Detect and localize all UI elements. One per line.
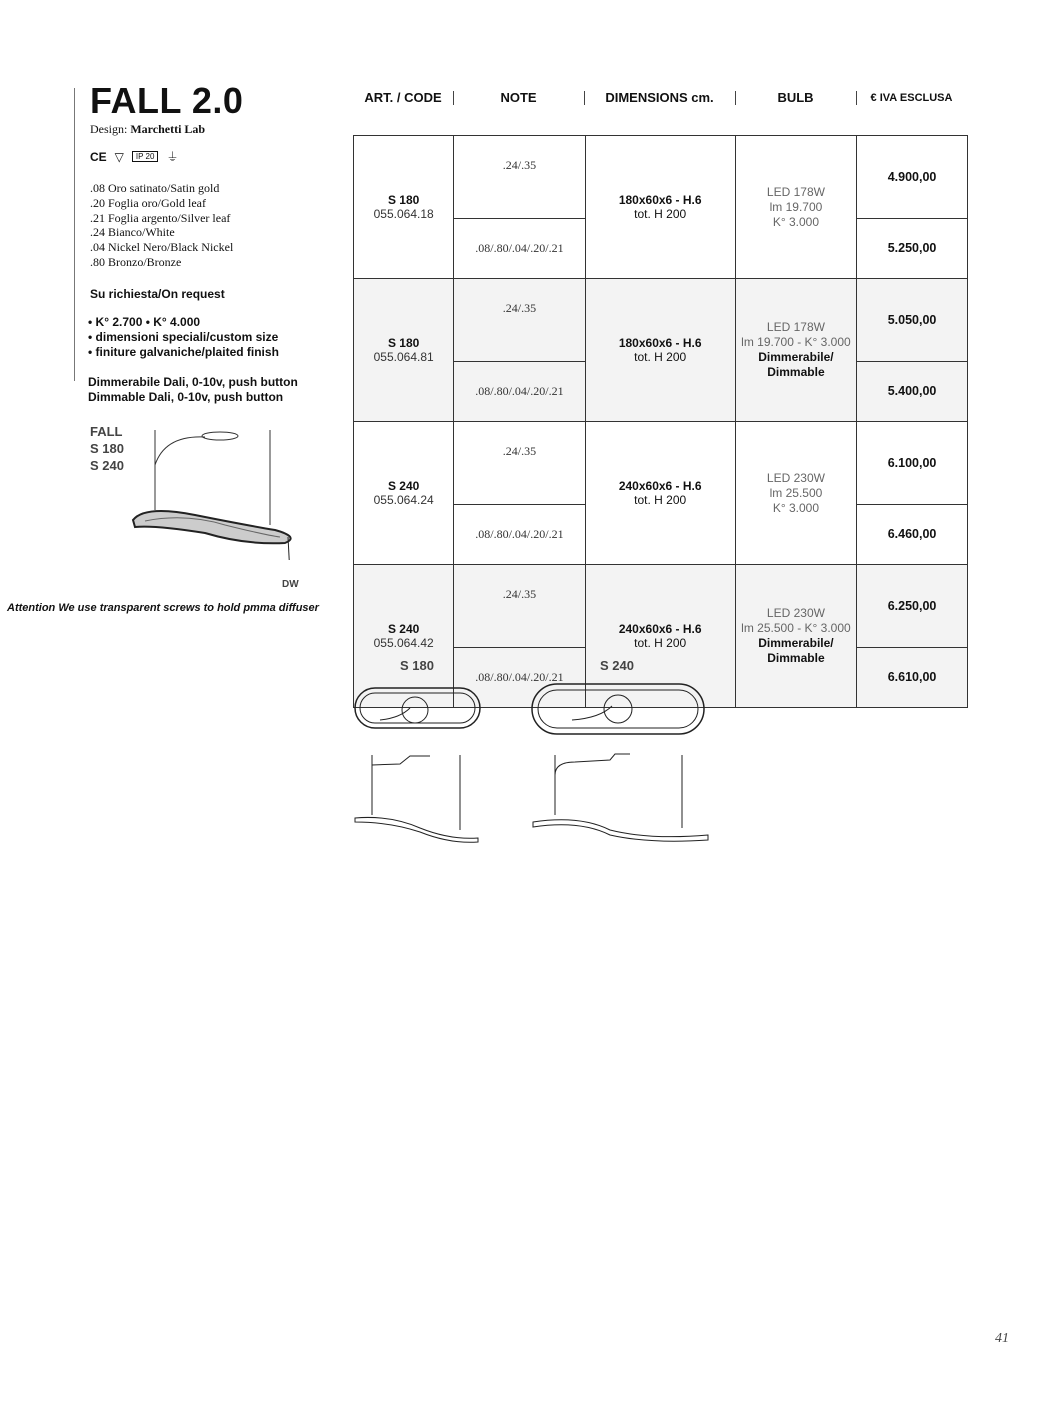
dimmable-it: Dimmerabile Dali, 0-10v, push button — [88, 375, 298, 389]
price-cell: 5.050,00 — [857, 279, 968, 362]
dw-label: DW — [282, 579, 299, 590]
attention-note: Attention We use transparent screws to hold pmma diffuser — [7, 602, 319, 614]
certifications — [90, 148, 178, 165]
finishes-list — [90, 181, 233, 270]
article-code: 055.064.24 — [373, 493, 434, 507]
note-cell: .24/.35 — [454, 136, 585, 219]
price-cell: 5.400,00 — [857, 361, 968, 422]
note-cell: .08/.80/.04/.20/.21 — [454, 361, 585, 422]
price-table — [353, 135, 968, 708]
bulb-spec: lm 19.700 - K° 3.000 — [741, 335, 851, 349]
on-request-title: Su richiesta/On request — [90, 287, 225, 301]
on-request-list — [88, 315, 279, 360]
model-list — [90, 423, 124, 474]
drawing-label-s240: S 240 — [600, 658, 634, 673]
dimensions: 180x60x6 - H.6 — [618, 193, 702, 207]
header-bulb: BULB — [777, 90, 814, 105]
model-name: S 240 — [387, 479, 420, 493]
ip-rating-badge: IP 20 — [132, 151, 159, 162]
finish-item: .04 Nickel Nero/Black Nickel — [90, 240, 234, 255]
model-name: S 180 — [90, 441, 124, 456]
model-name: S 180 — [387, 193, 420, 207]
table-row — [354, 422, 968, 505]
model-name: S 240 — [90, 458, 124, 473]
bulb-cell — [735, 136, 856, 279]
dimensions: 240x60x6 - H.6 — [618, 479, 702, 493]
dimensions-cell — [585, 422, 735, 565]
bulb-spec: LED 178W — [766, 320, 825, 334]
code-cell — [354, 422, 454, 565]
table-row — [354, 136, 968, 219]
article-code: 055.064.81 — [373, 350, 434, 364]
total-height: tot. H 200 — [634, 493, 687, 507]
dimmable-label: Dimmable — [767, 651, 825, 665]
bulb-cell — [735, 565, 856, 708]
bulb-spec: LED 230W — [766, 606, 825, 620]
dimmable-label: Dimmerabile/ — [758, 636, 834, 650]
finish-item: .24 Bianco/White — [90, 225, 175, 240]
bulb-spec: lm 19.700 — [769, 199, 823, 214]
dimensions-cell — [585, 279, 735, 422]
list-item: • K° 2.700 • K° 4.000 — [88, 315, 201, 329]
f-mark-icon: ▽ — [114, 149, 124, 164]
article-code: 055.064.18 — [373, 207, 434, 221]
dimmable-en: Dimmable Dali, 0-10v, push button — [88, 390, 284, 404]
model-name: FALL — [90, 424, 123, 439]
note-cell: .24/.35 — [454, 279, 585, 362]
design-label: Design: — [90, 122, 128, 136]
bulb-spec: lm 25.500 - K° 3.000 — [741, 621, 851, 635]
dimensions-cell — [585, 136, 735, 279]
note-cell: .08/.80/.04/.20/.21 — [454, 647, 585, 708]
bulb-cell — [735, 279, 856, 422]
lamp-perspective-drawing — [125, 425, 305, 560]
bulb-spec: LED 230W — [766, 470, 825, 485]
bulb-cell — [735, 422, 856, 565]
note-cell: .08/.80/.04/.20/.21 — [454, 504, 585, 565]
article-code: 055.064.42 — [373, 636, 434, 650]
designer-line — [90, 122, 205, 137]
table-row — [354, 565, 968, 648]
dimensions: 240x60x6 - H.6 — [618, 622, 702, 636]
product-title: FALL 2.0 — [90, 80, 244, 121]
total-height: tot. H 200 — [634, 207, 687, 221]
earth-icon: ⏚ — [166, 150, 179, 164]
list-item: • dimensioni speciali/custom size — [88, 330, 279, 344]
dimensions: 180x60x6 - H.6 — [618, 336, 702, 350]
model-name: S 180 — [387, 336, 420, 350]
header-price: € IVA ESCLUSA — [870, 92, 953, 104]
total-height: tot. H 200 — [634, 636, 687, 650]
bulb-spec: K° 3.000 — [772, 214, 820, 229]
price-cell: 6.460,00 — [857, 504, 968, 565]
page-number: 41 — [995, 1331, 1009, 1346]
list-item: • finiture galvaniche/plaited finish — [88, 345, 279, 359]
price-cell: 6.610,00 — [857, 647, 968, 708]
price-cell: 6.250,00 — [857, 565, 968, 648]
finish-item: .08 Oro satinato/Satin gold — [90, 181, 220, 195]
note-cell: .24/.35 — [454, 422, 585, 505]
dimmable-note — [88, 375, 298, 405]
code-cell — [354, 136, 454, 279]
dimmable-label: Dimmable — [767, 365, 825, 379]
finish-item: .21 Foglia argento/Silver leaf — [90, 210, 231, 225]
model-name: S 240 — [387, 622, 420, 636]
ce-mark-icon: CE — [90, 149, 107, 164]
note-cell: .24/.35 — [454, 565, 585, 648]
note-cell: .08/.80/.04/.20/.21 — [454, 218, 585, 279]
finish-item: .20 Foglia oro/Gold leaf — [90, 195, 206, 210]
header-note: NOTE — [500, 90, 537, 105]
price-cell: 4.900,00 — [857, 136, 968, 219]
divider — [74, 88, 75, 381]
bulb-spec: lm 25.500 — [769, 485, 823, 500]
designer: Marchetti Lab — [130, 122, 206, 136]
price-cell: 5.250,00 — [857, 218, 968, 279]
bulb-spec: LED 178W — [766, 184, 825, 199]
finish-item: .80 Bronzo/Bronze — [90, 254, 182, 269]
header-code: ART. / CODE — [364, 90, 442, 105]
technical-drawings — [350, 680, 730, 850]
total-height: tot. H 200 — [634, 350, 687, 364]
table-row — [354, 279, 968, 362]
drawing-label-s180: S 180 — [400, 658, 434, 673]
code-cell — [354, 279, 454, 422]
price-cell: 6.100,00 — [857, 422, 968, 505]
bulb-spec: K° 3.000 — [772, 500, 820, 515]
dimmable-label: Dimmerabile/ — [758, 350, 834, 364]
header-dimensions: DIMENSIONS cm. — [605, 90, 714, 105]
